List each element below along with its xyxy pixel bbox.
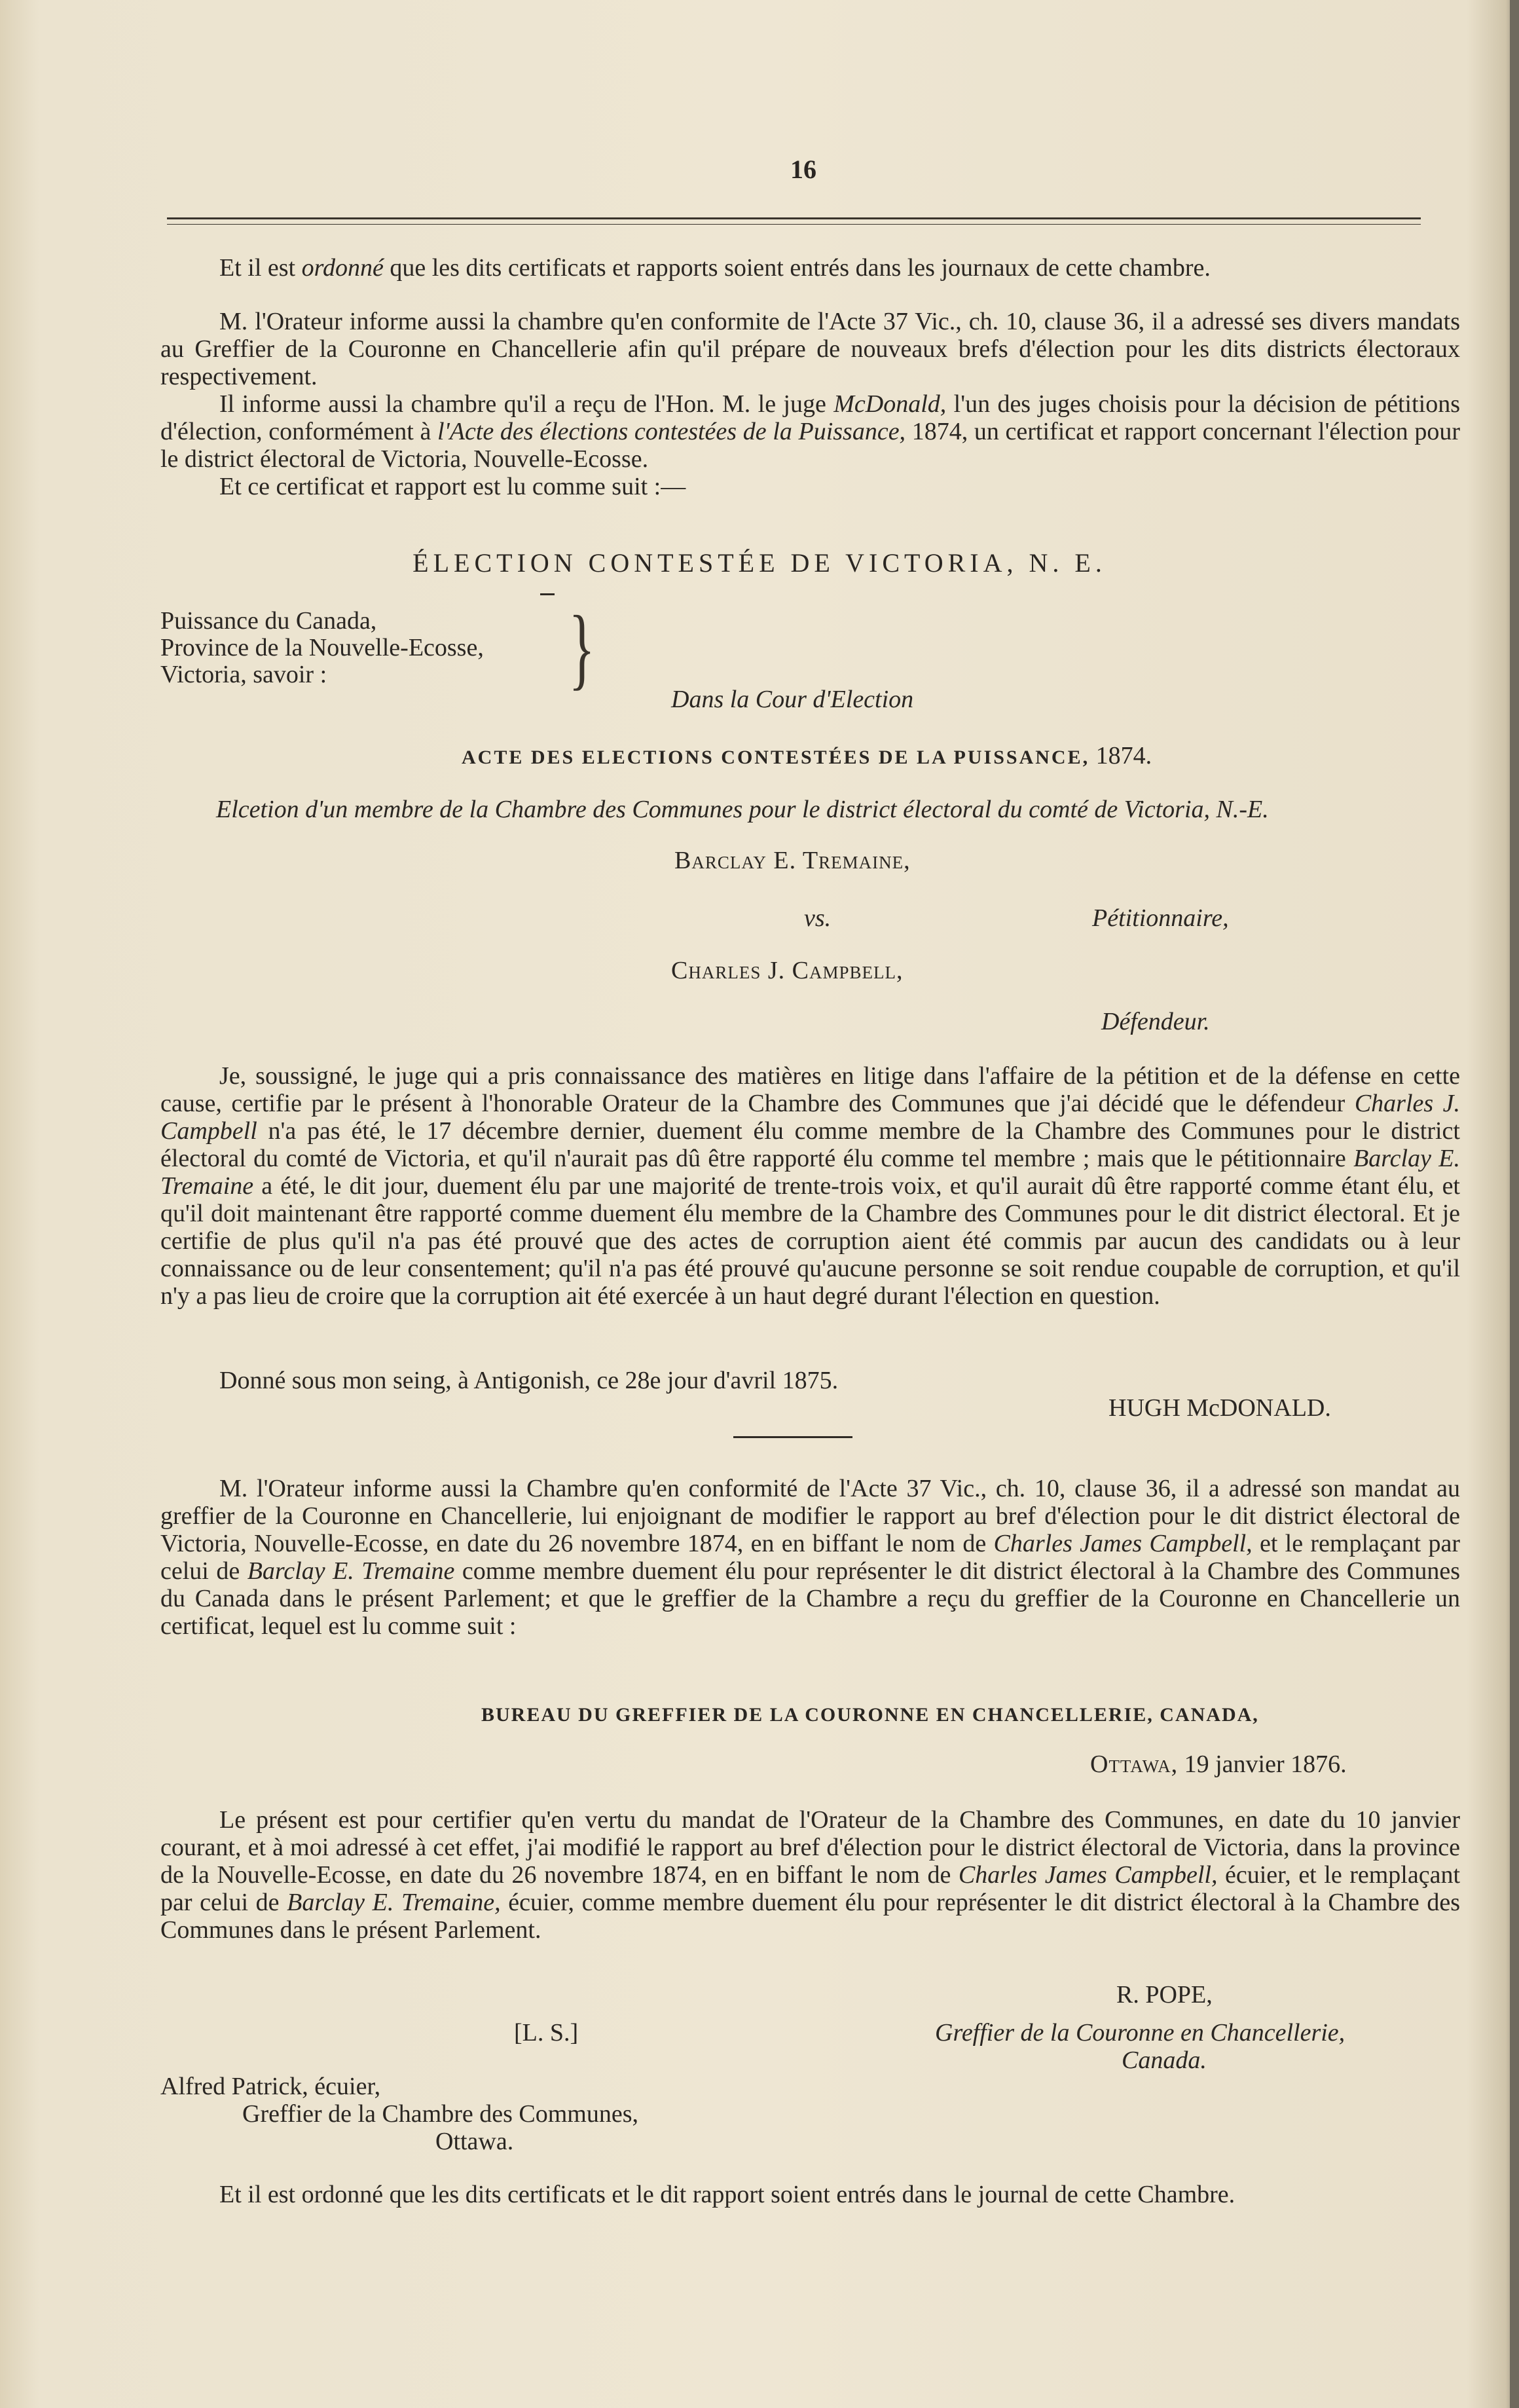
judgment-paragraph: Je, soussigné, le juge qui a pris connaissance des matières en litige dans l'affaire de la pétition et de la défense en cette cause, certifie par le présent à l'honorable Orateur de la Chambre des Communes que j'ai décidé que le défendeur Charles J. Campbell n'a pas été, le 17 décembre dernier, duement élu comme membre de la Chambre des Communes pour le district électoral du comté de Victoria, et qu'il n'aurait pas dû être rapporté élu comme tel membre ; mais que le pétitionnaire Barclay E. Tremaine a été, le dit jour, duement élu par une majorité de trente-trois voix, et qu'il aurait dû être rapporté comme étant élu, et qu'il doit maintenant être rapporté comme duement élu membre de la Chambre des Communes pour le dit district électoral. Et je certifie de plus qu'il n'a pas été prouvé que des actes de corruption aient été commis par aucun des candidats ou à leur connaissance ou de leur consentement; qu'il n'a pas été prouvé qu'aucune personne se soit rendue coupable de corruption, et qu'il n'y a pas lieu de croire que la corruption ait été exercée à un haut degré durant l'élection en question. bbox=[160, 1062, 1460, 1310]
reading-line: Et ce certificat et rapport est lu comme suit :— bbox=[219, 473, 686, 500]
versus: vs. bbox=[804, 904, 832, 932]
addressee-name: Alfred Patrick, écuier, bbox=[160, 2073, 381, 2100]
registrar-signature: R. POPE, bbox=[1116, 1981, 1213, 2009]
defendant-name: Charles J. Campbell, bbox=[671, 957, 904, 984]
election-line: Elcetion d'un membre de la Chambre des Communes pour le district électoral du comté de Victoria, N.-E. bbox=[216, 796, 1269, 823]
dateline: Ottawa, 19 janvier 1876. bbox=[1090, 1750, 1347, 1778]
certificate-paragraph: Le présent est pour certifier qu'en vertu du mandat de l'Orateur de la Chambre des Communes, en date du 10 janvier courant, et à moi adressé à cet effet, j'ai modifié le rapport au bref d'élection pour le district électoral de Victoria, dans la province de la Nouvelle-Ecosse, en date du 26 novembre 1874, en en biffant le nom de Charles James Campbell, écuier, et le remplaçant par celui de Barclay E. Tremaine, écuier, comme membre duement élu pour représenter le dit district électoral à la Chambre des Communes dans le présent Parlement. bbox=[160, 1806, 1460, 1944]
court-name: Dans la Cour d'Election bbox=[671, 686, 914, 713]
heading-dash bbox=[540, 593, 555, 595]
orateur-paragraph-2: Il informe aussi la chambre qu'il a reçu de l'Hon. M. le juge McDonald, l'un des juges choisis pour la décision de pétitions d'élection, conformément à l'Acte des élections contestées de la Puissance, 1874, un certificat et rapport concernant l'élection pour le district électoral de Victoria, Nouvelle-Ecosse. bbox=[160, 390, 1460, 473]
petitioner-name: Barclay E. Tremaine, bbox=[674, 847, 911, 874]
election-heading: ÉLECTION CONTESTÉE DE VICTORIA, N. E. bbox=[412, 548, 1107, 578]
given-line: Donné sous mon seing, à Antigonish, ce 28e jour d'avril 1875. bbox=[219, 1367, 839, 1394]
orateur-paragraph-1: M. l'Orateur informe aussi la chambre qu'en conformite de l'Acte 37 Vic., ch. 10, clause 36, il a adressé ses divers mandats au Greffier de la Couronne en Chancellerie afin qu'il prépare de nouveaux brefs d'élection pour les dits districts électoraux respectivement. bbox=[160, 308, 1460, 390]
header-rule-bottom bbox=[167, 224, 1421, 225]
seal-mark: [L. S.] bbox=[514, 2019, 579, 2047]
bureau-heading: BUREAU DU GREFFIER DE LA COURONNE EN CHANCELLERIE, CANADA, bbox=[481, 1704, 1259, 1726]
act-title: ACTE DES ELECTIONS CONTESTÉES DE LA PUISSANCE, 1874. bbox=[462, 742, 1152, 769]
section-divider bbox=[733, 1436, 852, 1438]
orateur-paragraph-3: M. l'Orateur informe aussi la Chambre qu'en conformité de l'Acte 37 Vic., ch. 10, clause 36, il a adressé son mandat au greffier de la Couronne en Chancellerie, lui enjoignant de modifier le rapport au bref d'élection pour le dit district électoral de Victoria, Nouvelle-Ecosse, en date du 26 novembre 1874, en en biffant le nom de Charles James Campbell, et le remplaçant par celui de Barclay E. Tremaine comme membre duement élu pour représenter le dit district électoral à la Chambre des Communes du Canada dans le présent Parlement; et que le greffier de la Chambre a reçu du greffier de la Couronne en Chancellerie un certificat, lequel est lu comme suit : bbox=[160, 1475, 1460, 1640]
addressee-city: Ottawa. bbox=[435, 2128, 514, 2155]
page-edge bbox=[1510, 0, 1519, 2408]
registrar-country: Canada. bbox=[1122, 2047, 1207, 2074]
venue-brace: } bbox=[568, 597, 595, 699]
ordered-paragraph: Et il est ordonné que les dits certificats et rapports soient entrés dans les journaux de cette chambre. bbox=[219, 254, 1211, 282]
registrar-title: Greffier de la Couronne en Chancellerie, bbox=[935, 2019, 1345, 2047]
closing-paragraph: Et il est ordonné que les dits certificats et le dit rapport soient entrés dans le journal de cette Chambre. bbox=[219, 2181, 1235, 2208]
petitioner-role: Pétitionnaire, bbox=[1092, 904, 1229, 932]
page-number: 16 bbox=[790, 155, 816, 184]
judge-signature: HUGH McDONALD. bbox=[1108, 1394, 1331, 1422]
header-rule-top bbox=[167, 217, 1421, 219]
defendant-role: Défendeur. bbox=[1101, 1008, 1210, 1035]
venue-block: Puissance du Canada, Province de la Nouvelle-Ecosse, Victoria, savoir : bbox=[160, 607, 484, 688]
addressee-office: Greffier de la Chambre des Communes, bbox=[242, 2100, 639, 2128]
